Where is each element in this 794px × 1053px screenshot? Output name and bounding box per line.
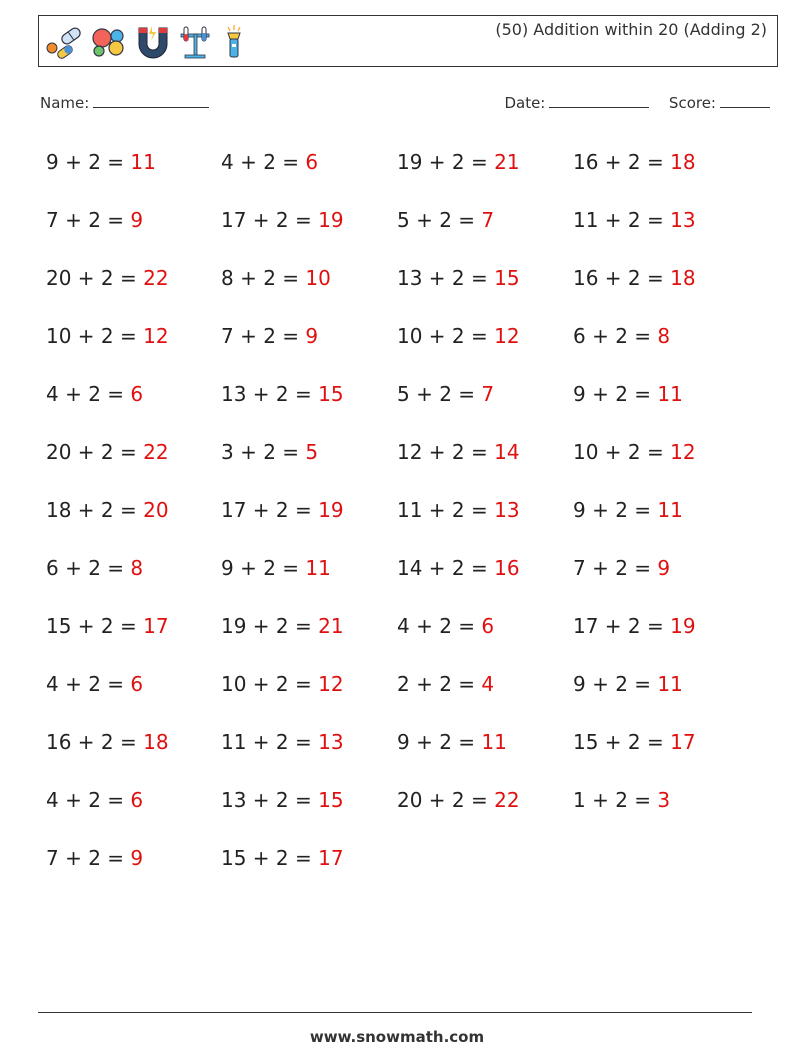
problem-expression: 1 + 2 = [573, 788, 658, 812]
pills-icon [43, 24, 83, 60]
problem-answer: 22 [143, 440, 169, 464]
problem-answer: 6 [481, 614, 495, 638]
problem-item [46, 256, 169, 300]
atom-model-icon [89, 24, 129, 60]
problem-item [573, 488, 683, 532]
problem-expression: 9 + 2 = [573, 382, 658, 406]
problem-expression: 7 + 2 = [221, 324, 306, 348]
problem-expression: 19 + 2 = [397, 150, 495, 174]
problem-answer: 3 [657, 788, 671, 812]
problem-expression: 16 + 2 = [573, 266, 671, 290]
problem-expression: 10 + 2 = [46, 324, 144, 348]
problem-expression: 2 + 2 = [397, 672, 482, 696]
problem-expression: 9 + 2 = [573, 498, 658, 522]
score-blank[interactable] [720, 93, 770, 108]
problem-item [46, 662, 143, 706]
problem-item [397, 140, 520, 184]
test-tube-rack-icon [177, 24, 213, 60]
problem-answer: 6 [130, 672, 144, 696]
problem-expression: 4 + 2 = [221, 150, 306, 174]
problem-answer: 9 [130, 208, 144, 232]
problem-answer: 12 [318, 672, 344, 696]
problem-answer: 8 [130, 556, 144, 580]
problem-item [573, 662, 683, 706]
problem-expression: 16 + 2 = [573, 150, 671, 174]
problem-expression: 14 + 2 = [397, 556, 495, 580]
problem-item [46, 720, 169, 764]
date-score-fields [504, 93, 770, 112]
problem-item [573, 314, 670, 358]
problem-answer: 19 [670, 614, 696, 638]
problem-expression: 17 + 2 = [573, 614, 671, 638]
problem-expression: 5 + 2 = [397, 208, 482, 232]
magnet-icon [135, 24, 171, 60]
name-blank[interactable] [93, 93, 209, 108]
problem-answer: 16 [494, 556, 520, 580]
footer-url: www.snowmath.com [309, 1028, 485, 1046]
problem-item [573, 720, 696, 764]
problem-answer: 14 [494, 440, 520, 464]
problem-expression: 5 + 2 = [397, 382, 482, 406]
flashlight-icon [219, 24, 249, 60]
problem-answer: 11 [130, 150, 156, 174]
problem-item [573, 778, 670, 822]
problem-item [221, 488, 344, 532]
worksheet-title: (50) Addition within 20 (Adding 2) [495, 20, 767, 39]
problem-answer: 11 [657, 672, 683, 696]
problem-answer: 6 [130, 788, 144, 812]
problem-item [397, 198, 494, 242]
problem-expression: 18 + 2 = [46, 498, 144, 522]
problem-answer: 8 [657, 324, 671, 348]
problem-item [397, 488, 520, 532]
problem-item [573, 140, 696, 184]
problem-item [573, 430, 696, 474]
problem-expression: 15 + 2 = [221, 846, 319, 870]
problem-item [397, 546, 520, 590]
problem-answer: 20 [143, 498, 169, 522]
problem-answer: 18 [670, 150, 696, 174]
problem-answer: 10 [305, 266, 331, 290]
problem-item [46, 604, 169, 648]
problem-answer: 18 [143, 730, 169, 754]
problem-expression: 13 + 2 = [221, 382, 319, 406]
problem-answer: 13 [318, 730, 344, 754]
problem-expression: 7 + 2 = [46, 846, 131, 870]
problem-answer: 11 [657, 498, 683, 522]
problem-expression: 15 + 2 = [573, 730, 671, 754]
problem-expression: 8 + 2 = [221, 266, 306, 290]
problem-item [397, 256, 520, 300]
problem-item [46, 488, 169, 532]
problem-answer: 22 [494, 788, 520, 812]
problem-item [221, 430, 318, 474]
problem-answer: 17 [318, 846, 344, 870]
problem-item [573, 198, 696, 242]
problem-answer: 9 [657, 556, 671, 580]
problem-item [46, 372, 143, 416]
problem-item [46, 140, 156, 184]
problem-answer: 11 [305, 556, 331, 580]
problem-expression: 3 + 2 = [221, 440, 306, 464]
problem-expression: 11 + 2 = [397, 498, 495, 522]
problem-item [397, 314, 520, 358]
problem-item [221, 198, 344, 242]
problem-answer: 13 [670, 208, 696, 232]
problem-answer: 19 [318, 498, 344, 522]
problem-item [46, 430, 169, 474]
problem-item [221, 140, 318, 184]
problem-answer: 12 [670, 440, 696, 464]
problem-expression: 6 + 2 = [573, 324, 658, 348]
problem-expression: 17 + 2 = [221, 208, 319, 232]
problem-answer: 15 [318, 788, 344, 812]
problem-expression: 20 + 2 = [397, 788, 495, 812]
problem-item [397, 372, 494, 416]
problem-item [221, 720, 344, 764]
problem-answer: 17 [670, 730, 696, 754]
problem-answer: 15 [318, 382, 344, 406]
problem-expression: 10 + 2 = [221, 672, 319, 696]
problem-expression: 19 + 2 = [221, 614, 319, 638]
problem-item [221, 256, 331, 300]
problem-expression: 7 + 2 = [46, 208, 131, 232]
problem-item [46, 198, 143, 242]
problem-item [573, 604, 696, 648]
problem-expression: 6 + 2 = [46, 556, 131, 580]
problem-answer: 12 [494, 324, 520, 348]
problem-item [397, 720, 507, 764]
problem-expression: 4 + 2 = [46, 382, 131, 406]
problem-expression: 15 + 2 = [46, 614, 144, 638]
problem-expression: 4 + 2 = [397, 614, 482, 638]
problem-item [46, 314, 169, 358]
problem-answer: 5 [305, 440, 319, 464]
problem-expression: 9 + 2 = [397, 730, 482, 754]
problem-answer: 22 [143, 266, 169, 290]
problem-answer: 4 [481, 672, 495, 696]
problem-expression: 4 + 2 = [46, 788, 131, 812]
problem-expression: 10 + 2 = [573, 440, 671, 464]
problem-expression: 11 + 2 = [573, 208, 671, 232]
problem-item [221, 314, 318, 358]
problem-expression: 9 + 2 = [573, 672, 658, 696]
problem-answer: 11 [481, 730, 507, 754]
name-label: Name: [40, 94, 90, 112]
problem-expression: 20 + 2 = [46, 266, 144, 290]
problem-answer: 13 [494, 498, 520, 522]
problem-item [46, 778, 143, 822]
problem-item [221, 372, 344, 416]
problem-answer: 17 [143, 614, 169, 638]
date-label: Date: [504, 94, 546, 112]
problem-item [397, 662, 494, 706]
problem-item [397, 430, 520, 474]
problem-item [573, 372, 683, 416]
problem-item [573, 546, 670, 590]
problem-expression: 17 + 2 = [221, 498, 319, 522]
problem-answer: 12 [143, 324, 169, 348]
problem-item [46, 836, 143, 880]
problem-expression: 20 + 2 = [46, 440, 144, 464]
problem-item [573, 256, 696, 300]
problem-item [221, 662, 344, 706]
problem-item [46, 546, 143, 590]
problem-answer: 9 [130, 846, 144, 870]
problem-expression: 4 + 2 = [46, 672, 131, 696]
problem-answer: 18 [670, 266, 696, 290]
problem-item [397, 778, 520, 822]
problem-answer: 15 [494, 266, 520, 290]
problem-answer: 9 [305, 324, 319, 348]
problem-answer: 7 [481, 382, 495, 406]
problem-expression: 11 + 2 = [221, 730, 319, 754]
problem-expression: 13 + 2 = [221, 788, 319, 812]
footer-divider [38, 1012, 752, 1013]
problem-expression: 12 + 2 = [397, 440, 495, 464]
problem-answer: 21 [318, 614, 344, 638]
problem-answer: 6 [305, 150, 319, 174]
problem-answer: 19 [318, 208, 344, 232]
header-box [38, 15, 778, 67]
date-blank[interactable] [549, 93, 649, 108]
problem-expression: 9 + 2 = [46, 150, 131, 174]
problem-item [397, 604, 494, 648]
problem-item [221, 836, 344, 880]
icon-strip [43, 22, 249, 62]
score-label: Score: [668, 94, 716, 112]
problem-expression: 13 + 2 = [397, 266, 495, 290]
problem-item [221, 604, 344, 648]
problem-answer: 7 [481, 208, 495, 232]
problem-item [221, 546, 331, 590]
problem-expression: 10 + 2 = [397, 324, 495, 348]
problem-item [221, 778, 344, 822]
problem-expression: 7 + 2 = [573, 556, 658, 580]
problem-answer: 6 [130, 382, 144, 406]
problem-expression: 9 + 2 = [221, 556, 306, 580]
name-field [40, 93, 209, 112]
problem-answer: 21 [494, 150, 520, 174]
problem-answer: 11 [657, 382, 683, 406]
problem-expression: 16 + 2 = [46, 730, 144, 754]
